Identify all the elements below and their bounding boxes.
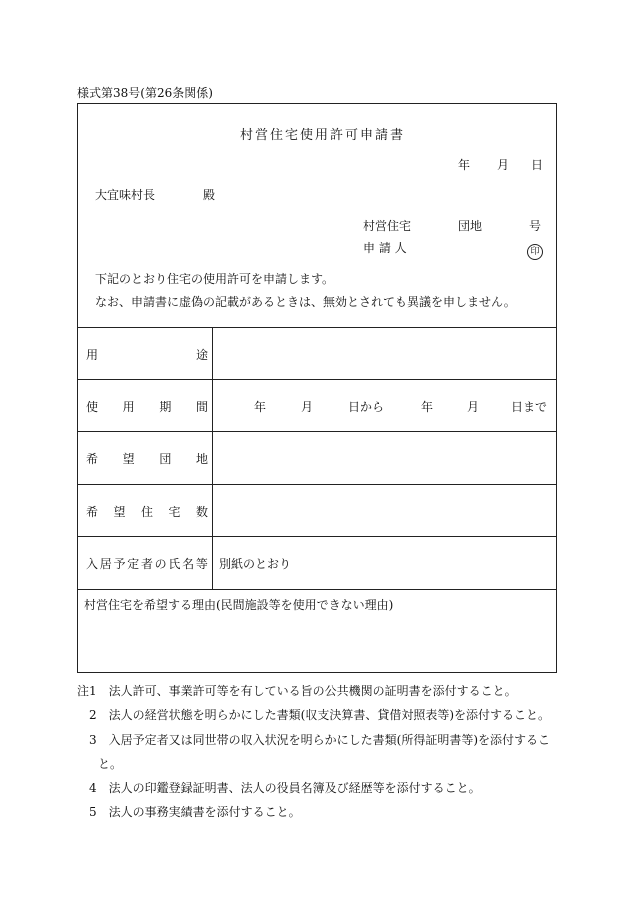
note-3-continued: と。	[98, 757, 123, 771]
note-5: 5 法人の事務実績書を添付すること。	[89, 805, 301, 819]
period-until: 日まで	[511, 400, 548, 414]
date-month: 月	[497, 158, 510, 172]
period-month-1: 月	[301, 400, 314, 414]
period-year-1: 年	[254, 400, 267, 414]
intro-line-1: 下記のとおり住宅の使用許可を申請します。	[95, 272, 335, 286]
row-divider	[78, 589, 556, 590]
desired-complex-label: 希 望 団 地	[86, 452, 208, 466]
note-3: 3 入居予定者又は同世帯の収入状況を明らかにした書類(所得証明書等)を添付するこ	[89, 733, 551, 747]
reason-label: 村営住宅を希望する理由(民間施設等を使用できない理由)	[84, 598, 394, 612]
date-year: 年	[458, 158, 471, 172]
date-day: 日	[531, 158, 544, 172]
row-divider	[78, 484, 556, 485]
seal-text: 印	[527, 244, 543, 260]
row-divider	[78, 327, 556, 328]
row-divider	[78, 431, 556, 432]
period-year-2: 年	[421, 400, 434, 414]
period-month-2: 月	[467, 400, 480, 414]
addressee-honorific: 殿	[203, 188, 216, 202]
note-1: 注1 法人許可、事業許可等を有している旨の公共機関の証明書を添付すること。	[77, 684, 517, 698]
seal-mark	[527, 239, 543, 260]
form-title: 村営住宅使用許可申請書	[240, 128, 406, 143]
usage-label: 用 途	[86, 348, 208, 362]
row-divider	[78, 379, 556, 380]
number-label: 号	[529, 219, 542, 233]
desired-housing-count-label: 希 望 住 宅 数	[86, 505, 208, 519]
note-2: 2 法人の経営状態を明らかにした書類(収支決算書、貸借対照表等)を添付すること。	[89, 708, 551, 722]
residents-value: 別紙のとおり	[219, 557, 292, 571]
column-divider	[212, 327, 213, 589]
row-divider	[78, 536, 556, 537]
intro-line-2: なお、申請書に虚偽の記載があるときは、無効とされても異議を申しません。	[95, 295, 516, 309]
note-4: 4 法人の印鑑登録証明書、法人の役員名簿及び経歴等を添付すること。	[89, 781, 481, 795]
period-from: 日から	[348, 400, 385, 414]
application-form	[77, 103, 557, 673]
period-label: 使 用 期 間	[86, 400, 208, 414]
housing-label: 村営住宅	[363, 219, 412, 233]
applicant-label: 申 請 人	[363, 241, 407, 255]
complex-label: 団地	[458, 219, 483, 233]
residents-label: 入 居 予 定 者 の 氏 名 等	[86, 557, 208, 571]
form-number: 様式第38号(第26条関係)	[77, 86, 213, 100]
addressee-name: 大宜味村長	[95, 188, 156, 202]
